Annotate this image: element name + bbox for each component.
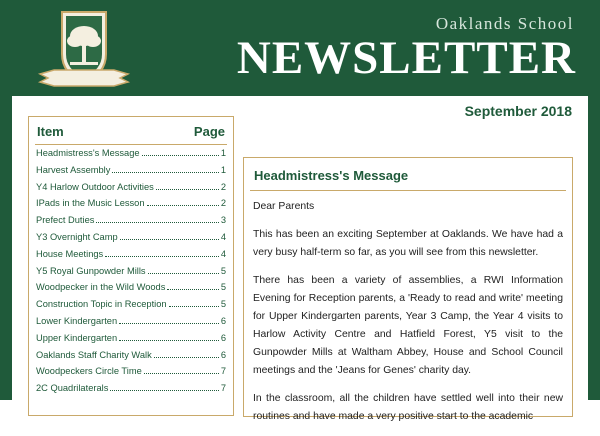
toc-entry[interactable] [36,266,226,283]
header-banner [0,0,600,96]
toc-entry-page: 5 [220,265,226,276]
toc-page-heading: Page [193,124,225,139]
toc-entry-title: Lower Kindergarten [36,315,118,326]
toc-entry[interactable] [36,249,226,266]
toc-entry-title: Headmistress's Message [36,148,140,158]
toc-leader-dots [147,205,219,206]
toc-entry-page: 1 [220,164,226,175]
toc-entry[interactable] [36,282,226,299]
toc-entry[interactable] [36,316,226,333]
frame-left [0,96,12,400]
toc-entry-page: 6 [220,349,226,360]
article-body [253,198,563,436]
toc-entry-title: Upper Kindergarten [36,332,118,343]
article-paragraph: Dear Parents [253,201,315,212]
toc-list [36,148,226,400]
toc-leader-dots [156,189,219,190]
issue-date: September 2018 [464,103,572,119]
toc-leader-dots [148,273,219,274]
toc-entry-title: Woodpeckers Circle Time [36,366,142,377]
toc-entry-page: 4 [220,248,226,259]
newsletter-title: NEWSLETTER [236,32,576,84]
toc-entry-page: 3 [220,215,226,226]
toc-entry[interactable] [36,333,226,350]
toc-leader-dots [119,323,219,324]
toc-entry[interactable] [36,165,226,182]
toc-entry[interactable] [36,350,226,367]
toc-entry-title: Prefect Duties [36,215,95,226]
toc-entry-page: 5 [220,282,226,293]
toc-entry[interactable] [36,232,226,249]
toc-leader-dots [105,256,219,257]
toc-item-heading: Item [37,124,64,139]
toc-entry[interactable] [36,299,226,316]
toc-entry-title: 2C Quadrilaterals [36,383,109,394]
school-crest-logo [34,8,134,92]
toc-leader-dots [142,155,219,156]
table-of-contents [28,116,234,416]
toc-leader-dots [110,390,218,391]
toc-header [37,124,225,142]
toc-leader-dots [112,172,218,173]
toc-entry-page: 5 [220,299,226,310]
article-paragraph: In the classroom, all the children have settled well into their new routines and have made a very positive start to the academic [253,393,563,422]
toc-entry-title: Y3 Overnight Camp [36,231,118,242]
frame-right [588,96,600,400]
toc-entry-title: Construction Topic in Reception [36,299,167,310]
toc-entry[interactable] [36,215,226,232]
toc-entry-title: IPads in the Music Lesson [36,198,145,209]
toc-entry-page: 6 [220,315,226,326]
toc-leader-dots [169,306,219,307]
toc-leader-dots [167,289,218,290]
toc-entry[interactable] [36,182,226,199]
toc-entry-title: Oaklands Staff Charity Walk [36,349,152,360]
toc-leader-dots [96,222,218,223]
toc-entry-page: 7 [220,383,226,394]
article-headmistress-message [243,157,573,422]
toc-leader-dots [154,357,219,358]
article-paragraph: There has been a variety of assemblies, a RWI Information Evening for Reception parents, a 'Ready to read and write' meeting for Upper Kindergarten parents, Year 3 Camp, the Year 4 visits to Harlow Activity Centre and Hatfield Forest, Y5 visit to the Gunpowder Mills at Waltham Abbey, House and School Council meetings and the 'Jeans for Genes' charity day. [253,275,563,376]
article-title: Headmistress's Message [254,168,409,183]
article-divider [250,190,566,191]
toc-entry[interactable] [36,366,226,383]
toc-entry-title: Woodpecker in the Wild Woods [36,282,166,293]
toc-entry-page: 2 [220,181,226,192]
toc-entry[interactable] [36,198,226,215]
toc-entry-page: 2 [220,198,226,209]
toc-entry[interactable] [36,148,226,165]
toc-divider [35,144,227,145]
school-name: Oaklands School [435,14,574,33]
toc-leader-dots [120,239,219,240]
toc-entry-page: 6 [220,332,226,343]
toc-entry[interactable] [36,383,226,400]
toc-entry-title: House Meetings [36,248,104,259]
toc-leader-dots [144,373,219,374]
toc-leader-dots [119,340,219,341]
toc-entry-title: Harvest Assembly [36,164,111,175]
toc-entry-page: 7 [220,366,226,377]
article-paragraph: This has been an exciting September at Oaklands. We have had a very busy half-term so far, as you will see from this newsletter. [253,229,563,258]
toc-entry-title: Y5 Royal Gunpowder Mills [36,265,146,276]
toc-entry-title: Y4 Harlow Outdoor Activities [36,181,154,192]
toc-entry-page: 4 [220,231,226,242]
toc-entry-page: 1 [220,148,226,158]
